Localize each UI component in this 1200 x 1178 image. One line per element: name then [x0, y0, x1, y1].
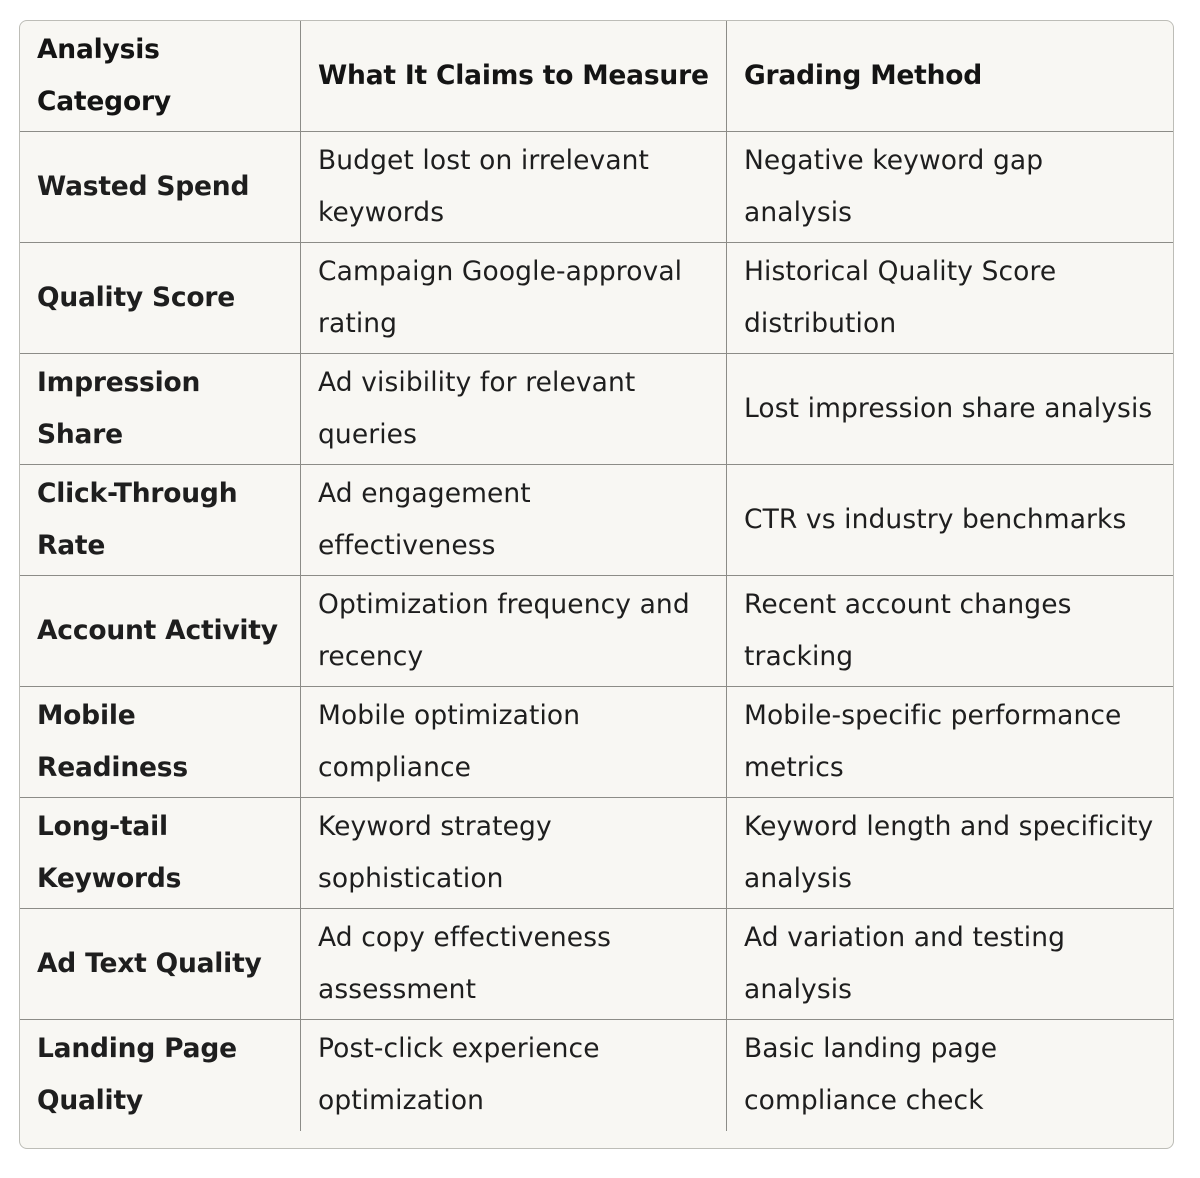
row-category: Ad Text Quality: [20, 909, 301, 1020]
row-claim: Ad copy effectiveness assessment: [301, 909, 727, 1020]
row-category: Click-Through Rate: [20, 465, 301, 576]
analysis-table-container: [19, 20, 1174, 1149]
header-what-it-claims: What It Claims to Measure: [301, 21, 727, 132]
table-row: [20, 576, 1175, 687]
row-grading-method: Ad variation and testing analysis: [727, 909, 1175, 1020]
row-claim: Ad engagement effectiveness: [301, 465, 727, 576]
table-row: [20, 798, 1175, 909]
row-claim: Optimization frequency and recency: [301, 576, 727, 687]
table-row: [20, 354, 1175, 465]
row-category: Landing Page Quality: [20, 1020, 301, 1131]
row-category: Impression Share: [20, 354, 301, 465]
row-category: Long-tail Keywords: [20, 798, 301, 909]
table-row: [20, 909, 1175, 1020]
row-grading-method: CTR vs industry benchmarks: [727, 465, 1175, 576]
table-row: [20, 132, 1175, 243]
row-claim: Campaign Google-approval rating: [301, 243, 727, 354]
row-grading-method: Negative keyword gap analysis: [727, 132, 1175, 243]
header-analysis-category: Analysis Category: [20, 21, 301, 132]
table-row: [20, 1020, 1175, 1131]
row-category: Wasted Spend: [20, 132, 301, 243]
table-header-row: [20, 21, 1175, 132]
table-row: [20, 243, 1175, 354]
row-claim: Budget lost on irrelevant keywords: [301, 132, 727, 243]
row-claim: Ad visibility for relevant queries: [301, 354, 727, 465]
row-claim: Post-click experience optimization: [301, 1020, 727, 1131]
row-grading-method: Lost impression share analysis: [727, 354, 1175, 465]
row-grading-method: Basic landing page compliance check: [727, 1020, 1175, 1131]
row-claim: Mobile optimization compliance: [301, 687, 727, 798]
row-grading-method: Historical Quality Score distribution: [727, 243, 1175, 354]
row-grading-method: Recent account changes tracking: [727, 576, 1175, 687]
row-category: Account Activity: [20, 576, 301, 687]
analysis-table: [19, 20, 1174, 1131]
row-grading-method: Keyword length and specificity analysis: [727, 798, 1175, 909]
row-grading-method: Mobile-specific performance metrics: [727, 687, 1175, 798]
row-claim: Keyword strategy sophistication: [301, 798, 727, 909]
row-category: Quality Score: [20, 243, 301, 354]
header-grading-method: Grading Method: [727, 21, 1175, 132]
table-row: [20, 687, 1175, 798]
table-row: [20, 465, 1175, 576]
row-category: Mobile Readiness: [20, 687, 301, 798]
